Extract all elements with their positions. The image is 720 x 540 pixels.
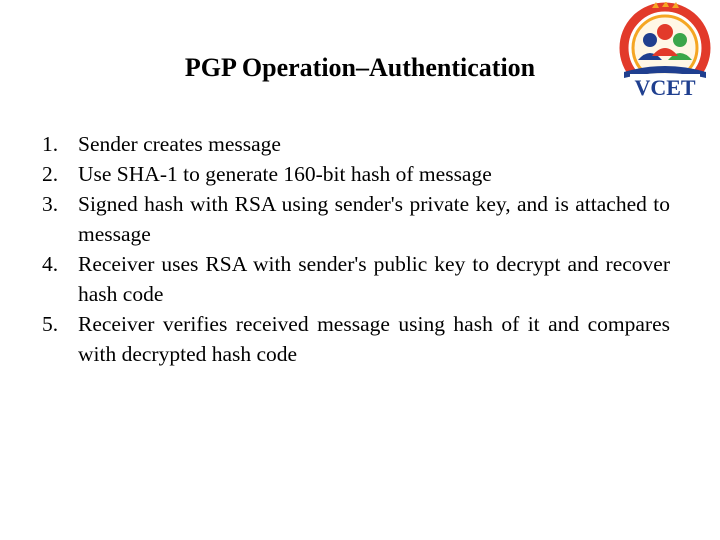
list-item <box>42 309 670 369</box>
list-item-number: 4. <box>42 252 59 276</box>
list-item <box>42 189 670 249</box>
logo-text: VCET <box>634 75 696 100</box>
list-item <box>42 249 670 309</box>
vcet-logo <box>612 2 718 102</box>
list-item <box>42 159 670 189</box>
list-item-number: 5. <box>42 312 59 336</box>
list-item-text: Receiver uses RSA with sender's public key to decrypt and recover hash code <box>78 252 670 306</box>
slide-title: PGP Operation–Authentication <box>184 53 536 82</box>
list-item <box>42 129 670 159</box>
list-item-number: 1. <box>42 132 59 156</box>
list-item-number: 2. <box>42 162 59 186</box>
list-item-number: 3. <box>42 192 59 216</box>
list-item-text: Receiver verifies received message using hash of it and compares with decrypted hash code <box>78 312 670 366</box>
bullet-list <box>42 129 670 369</box>
list-item-text: Sender creates message <box>78 132 281 156</box>
list-item-text: Signed hash with RSA using sender's private key, and is attached to message <box>78 192 670 246</box>
list-item-text: Use SHA-1 to generate 160-bit hash of message <box>78 162 492 186</box>
